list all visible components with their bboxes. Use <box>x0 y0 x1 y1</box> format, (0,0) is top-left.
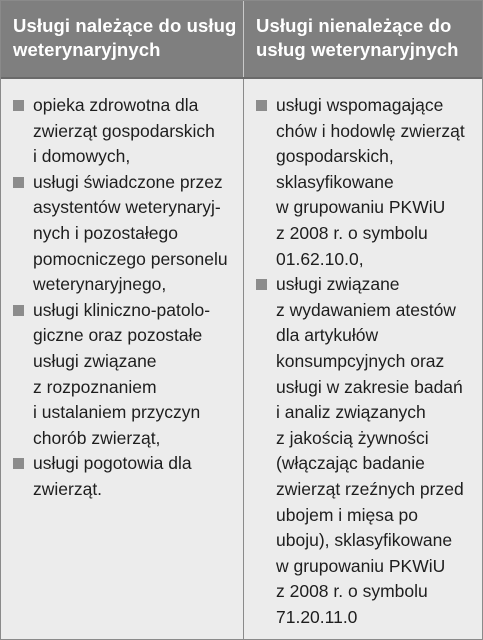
item-line: opieka zdrowotna dla <box>33 95 199 115</box>
square-bullet-icon <box>256 100 267 111</box>
item-line: sklasyfikowane <box>276 171 394 192</box>
item-line: gospodarskich, <box>276 146 394 167</box>
item-line: usługi pogotowia dla <box>33 453 192 474</box>
header-cell-included <box>1 1 243 77</box>
item-line: usługi świadczone przez <box>33 171 223 192</box>
item-line: ubojem i mięsa po <box>276 504 419 525</box>
item-line: dla artykułów <box>276 325 379 346</box>
item-line: 71.20.11.0 <box>276 606 358 627</box>
item-line: asystentów weterynaryj- <box>33 197 221 218</box>
item-line: z 2008 r. o symbolu <box>276 222 428 243</box>
item-line: usługi w zakresie badań <box>276 376 463 397</box>
square-bullet-icon <box>13 458 24 469</box>
list-item <box>13 298 237 452</box>
column-excluded <box>256 93 476 630</box>
item-line: i analiz związanych <box>276 402 426 423</box>
square-bullet-icon <box>256 279 267 290</box>
included-services-list <box>13 93 237 503</box>
item-line: i domowych, <box>33 146 131 167</box>
item-line: usługi wspomagające <box>276 95 444 115</box>
item-line: z rozpoznaniem <box>33 376 157 397</box>
square-bullet-icon <box>13 177 24 188</box>
column-divider <box>243 79 244 639</box>
item-line: z wydawaniem atestów <box>276 299 456 320</box>
item-line: z jakością żywności <box>276 427 429 448</box>
item-line: pomocniczego personelu <box>33 248 228 269</box>
list-item <box>256 93 476 272</box>
item-line: 01.62.10.0, <box>276 248 364 269</box>
list-item <box>13 451 237 502</box>
list-item <box>13 93 237 170</box>
item-line: zwierząt gospodarskich <box>33 120 215 141</box>
item-line: giczne oraz pozostałe <box>33 325 203 346</box>
item-line: nych i pozostałego <box>33 222 178 243</box>
header-cell-excluded <box>244 1 482 77</box>
item-line: (włączając badanie <box>276 453 425 474</box>
item-line: weterynaryjnego, <box>33 274 167 295</box>
item-line: usługi związane <box>276 274 400 295</box>
item-line: zwierząt. <box>33 478 103 499</box>
header-line: usług weterynaryjnych <box>256 39 459 60</box>
item-line: w grupowaniu PKWiU <box>276 197 446 218</box>
header-line: weterynaryjnych <box>13 39 161 60</box>
header-rule <box>1 77 482 79</box>
item-line: chów i hodowlę zwierząt <box>276 120 465 141</box>
item-line: uboju), sklasyfikowane <box>276 530 453 551</box>
item-line: usługi związane <box>33 350 157 371</box>
item-line: usługi kliniczno-patolo- <box>33 299 211 320</box>
item-line: z 2008 r. o symbolu <box>276 581 428 602</box>
list-item <box>256 272 476 630</box>
item-line: konsumpcyjnych oraz <box>276 350 445 371</box>
square-bullet-icon <box>13 305 24 316</box>
header-line: Usługi nienależące do <box>256 15 452 36</box>
item-line: w grupowaniu PKWiU <box>276 555 446 576</box>
square-bullet-icon <box>13 100 24 111</box>
list-item <box>13 170 237 298</box>
item-line: zwierząt rzeźnych przed <box>276 478 464 499</box>
table-header <box>1 1 482 77</box>
column-included <box>13 93 237 503</box>
item-line: i ustalaniem przyczyn <box>33 402 201 423</box>
item-line: chorób zwierząt, <box>33 427 161 448</box>
excluded-services-list <box>256 93 476 630</box>
header-line: Usługi należące do usług <box>13 15 237 36</box>
